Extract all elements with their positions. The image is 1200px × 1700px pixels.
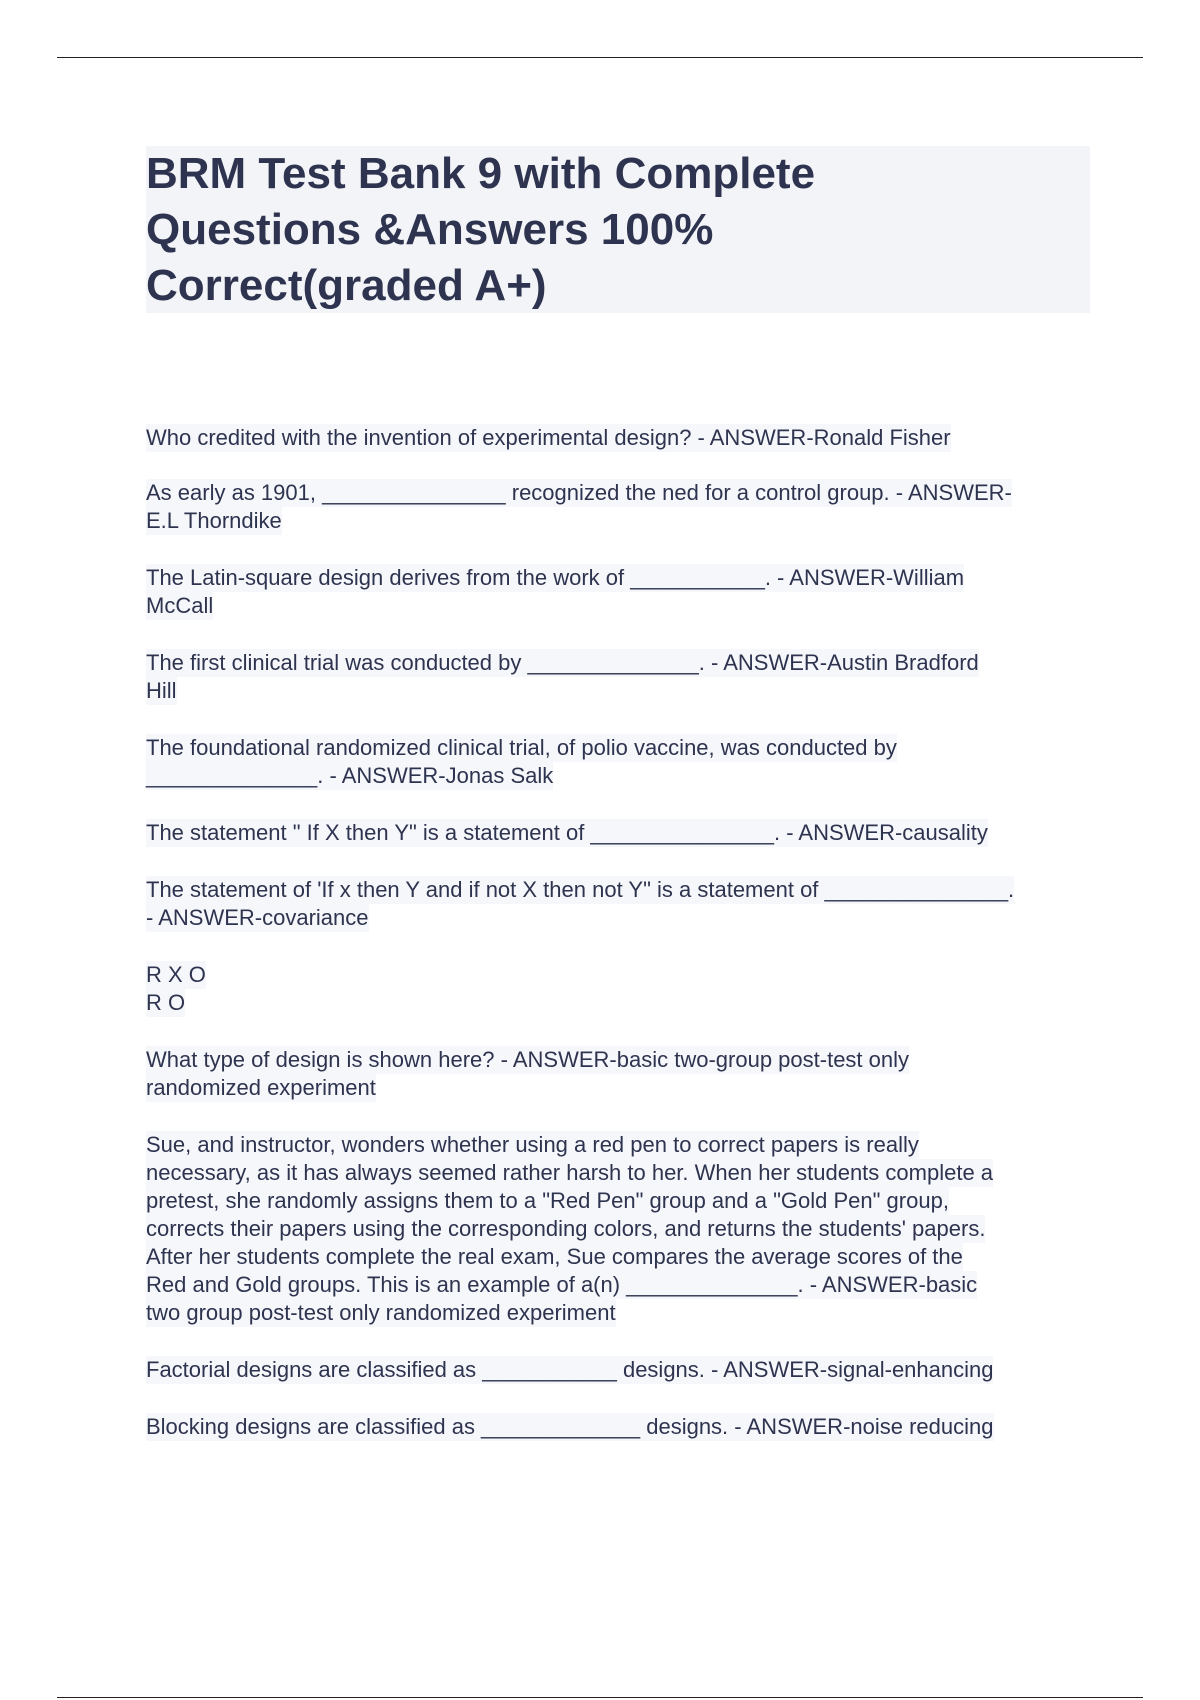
title-line: Correct(graded A+) (146, 261, 547, 310)
qa-item (146, 1046, 1090, 1102)
qa-item (146, 1356, 1090, 1384)
qa-line: The statement " If X then Y" is a statement of _______________. - ANSWER-causality (146, 820, 988, 845)
qa-line: The Latin-square design derives from the work of ___________. - ANSWER-William (146, 565, 965, 590)
qa-line: As early as 1901, _______________ recognized the ned for a control group. - ANSWER- (146, 480, 1012, 505)
title-line: Questions &Answers 100% (146, 205, 714, 254)
qa-line: corrects their papers using the corresponding colors, and returns the students' papers. (146, 1216, 986, 1241)
qa-line: Factorial designs are classified as ___________ designs. - ANSWER-signal-enhancing (146, 1357, 994, 1382)
qa-item (146, 424, 1090, 452)
qa-line: The foundational randomized clinical trial, of polio vaccine, was conducted by (146, 735, 897, 760)
qa-item (146, 479, 1090, 535)
qa-item (146, 1413, 1090, 1441)
qa-item (146, 734, 1090, 790)
qa-line: - ANSWER-covariance (146, 905, 369, 930)
qa-item (146, 876, 1090, 932)
qa-line: Sue, and instructor, wonders whether using a red pen to correct papers is really (146, 1132, 919, 1157)
qa-line: randomized experiment (146, 1075, 376, 1100)
qa-line: ______________. - ANSWER-Jonas Salk (146, 763, 554, 788)
qa-item (146, 649, 1090, 705)
qa-line: R O (146, 990, 186, 1015)
qa-line: After her students complete the real exam, Sue compares the average scores of the (146, 1244, 963, 1269)
document-title (146, 146, 1090, 314)
qa-line: What type of design is shown here? - ANSWER-basic two-group post-test only (146, 1047, 910, 1072)
qa-line: pretest, she randomly assigns them to a "Red Pen" group and a "Gold Pen" group, (146, 1188, 949, 1213)
qa-line: two group post-test only randomized experiment (146, 1300, 616, 1325)
top-divider (57, 57, 1143, 58)
qa-line: Red and Gold groups. This is an example of a(n) ______________. - ANSWER-basic (146, 1272, 978, 1297)
qa-item (146, 819, 1090, 847)
qa-line: Who credited with the invention of experimental design? - ANSWER-Ronald Fisher (146, 425, 951, 450)
qa-item (146, 961, 1090, 1017)
qa-line: R X O (146, 962, 206, 987)
qa-line: McCall (146, 593, 214, 618)
qa-line: The statement of 'If x then Y and if not X then not Y" is a statement of _______________. (146, 877, 1015, 902)
title-line: BRM Test Bank 9 with Complete (146, 149, 816, 198)
qa-item (146, 564, 1090, 620)
qa-item (146, 1131, 1090, 1327)
title-block (146, 146, 1090, 313)
qa-line: The first clinical trial was conducted by ______________. - ANSWER-Austin Bradford (146, 650, 979, 675)
qa-line: E.L Thorndike (146, 508, 282, 533)
qa-line: necessary, as it has always seemed rather harsh to her. When her students complete a (146, 1160, 994, 1185)
question-answer-list (146, 424, 1090, 1441)
qa-line: Blocking designs are classified as _____________ designs. - ANSWER-noise reducing (146, 1414, 994, 1439)
bottom-divider (57, 1697, 1143, 1698)
qa-line: Hill (146, 678, 177, 703)
